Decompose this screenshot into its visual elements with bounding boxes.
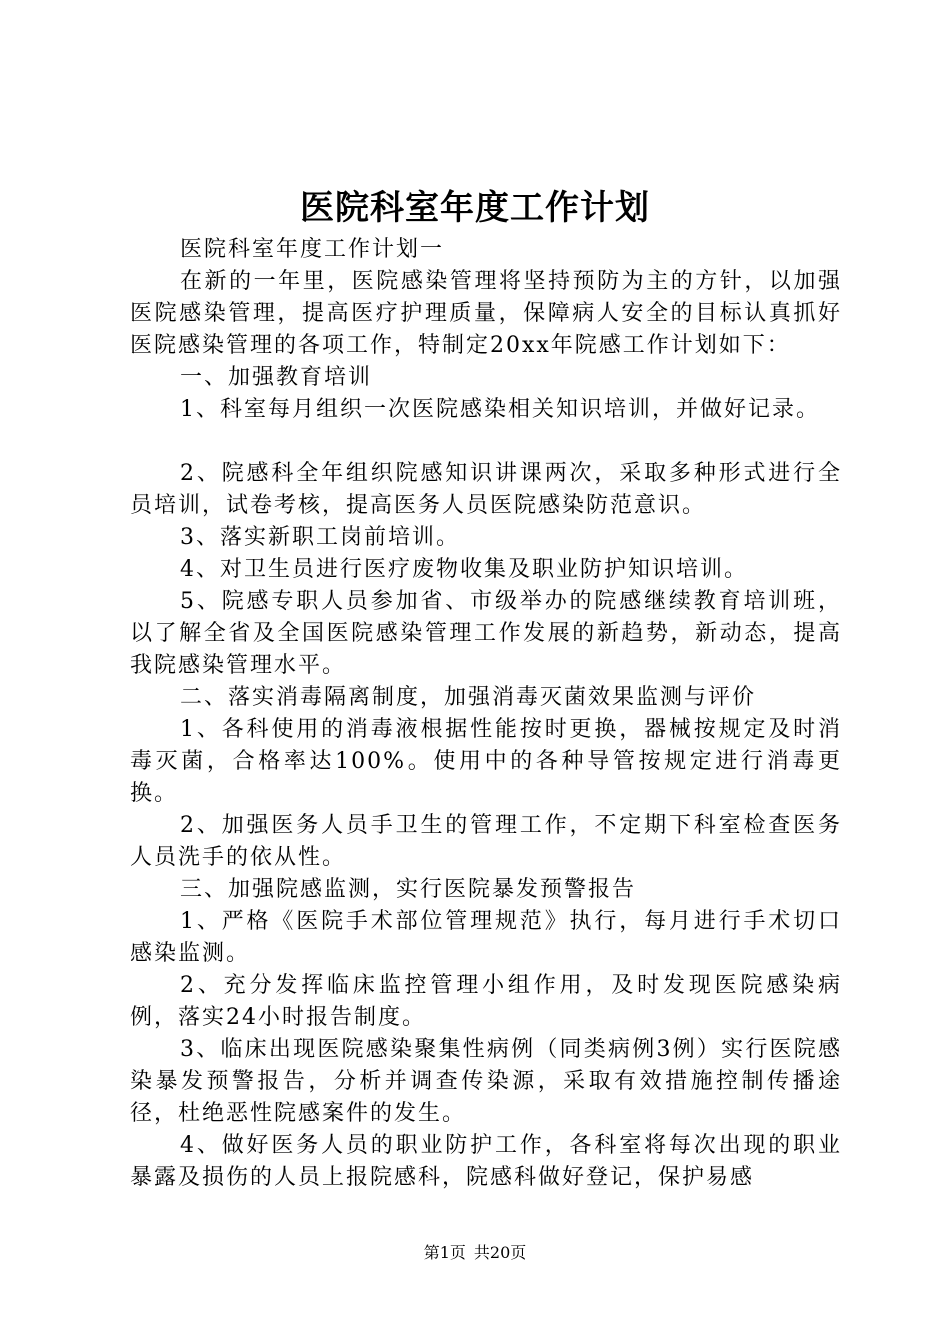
list-item: 3、落实新职工岗前培训。 — [180, 525, 460, 550]
document-title: 医院科室年度工作计划 — [300, 188, 650, 228]
section-heading-3: 三、加强院感监测，实行医院暴发预警报告 — [180, 877, 637, 902]
list-item: 1、严格《医院手术部位管理规范》执行，每月进行手术切口感染监测。 — [130, 909, 842, 966]
page-footer — [0, 1242, 950, 1264]
section-heading-2: 二、落实消毒隔离制度，加强消毒灭菌效果监测与评价 — [180, 685, 757, 710]
list-item: 5、院感专职人员参加省、市级举办的院感继续教育培训班，以了解全省及全国医院感染管理工作发展的新趋势，新动态，提高我院感染管理水平。 — [130, 589, 842, 678]
section-heading-1: 一、加强教育培训 — [180, 365, 373, 390]
document-body — [130, 234, 842, 1194]
list-item: 2、充分发挥临床监控管理小组作用，及时发现医院感染病例，落实24小时报告制度。 — [130, 973, 842, 1030]
list-item: 1、各科使用的消毒液根据性能按时更换，器械按规定及时消毒灭菌，合格率达100%。使用中的各种导管按规定进行消毒更换。 — [130, 717, 842, 806]
page-number: 第1页 — [423, 1243, 466, 1262]
list-item: 1、科室每月组织一次医院感染相关知识培训，并做好记录。 — [180, 397, 820, 422]
page-total: 共20页 — [473, 1243, 527, 1262]
intro-paragraph: 在新的一年里，医院感染管理将坚持预防为主的方针，以加强医院感染管理，提高医疗护理质量，保障病人安全的目标认真抓好医院感染管理的各项工作，特制定20xx年院感工作计划如下： — [130, 269, 842, 358]
list-item: 4、做好医务人员的职业防护工作，各科室将每次出现的职业暴露及损伤的人员上报院感科，院感科做好登记，保护易感 — [130, 1133, 842, 1190]
list-item: 3、临床出现医院感染聚集性病例（同类病例3例）实行医院感染暴发预警报告，分析并调查传染源，采取有效措施控制传播途径，杜绝恶性院感案件的发生。 — [130, 1037, 842, 1126]
list-item: 2、院感科全年组织院感知识讲课两次，采取多种形式进行全员培训，试卷考核，提高医务人员医院感染防范意识。 — [130, 461, 842, 518]
list-item: 2、加强医务人员手卫生的管理工作，不定期下科室检查医务人员洗手的依从性。 — [130, 813, 842, 870]
subtitle-paragraph: 医院科室年度工作计划一 — [180, 237, 445, 262]
list-item: 4、对卫生员进行医疗废物收集及职业防护知识培训。 — [180, 557, 748, 582]
